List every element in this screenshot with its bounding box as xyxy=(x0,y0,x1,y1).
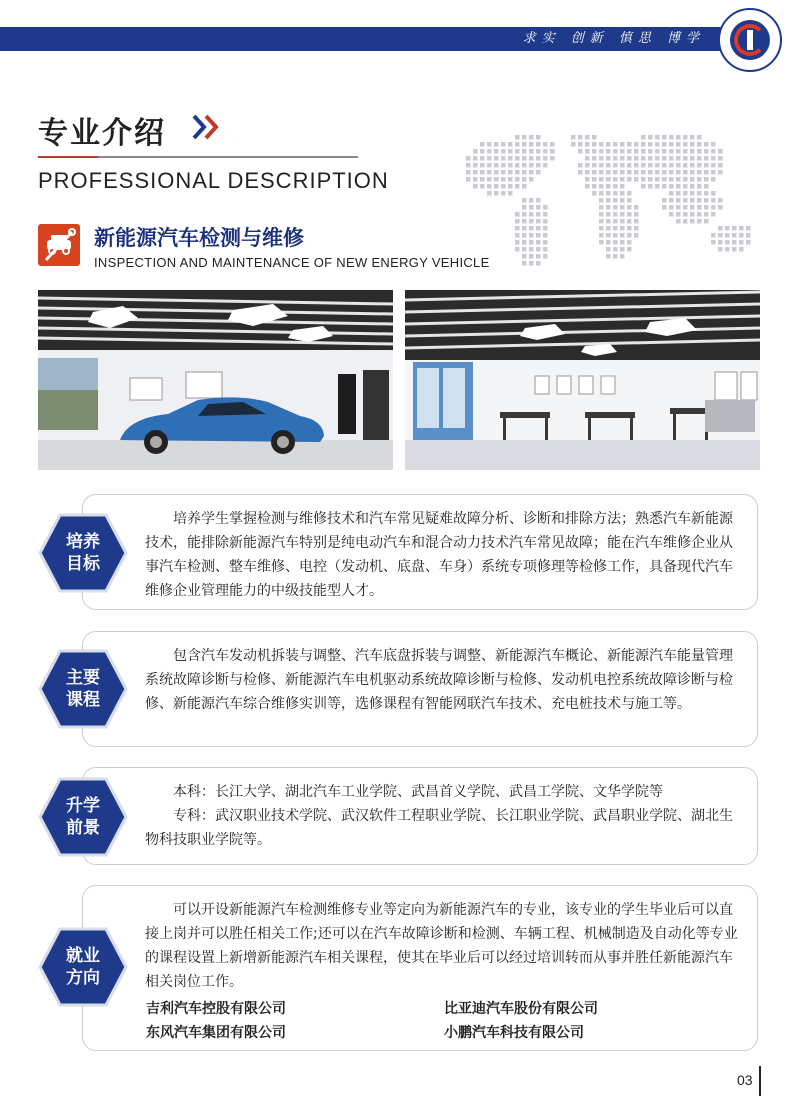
company-geely: 吉利汽车控股有限公司 xyxy=(146,1001,286,1017)
school-logo xyxy=(718,8,782,72)
card-further-study-text xyxy=(145,780,739,852)
section-divider xyxy=(38,156,358,158)
world-map-dots-graphic xyxy=(455,110,775,295)
card-paragraph: 可以开设新能源汽车检测维修专业等定向为新能源汽车的专业，该专业的学生毕业后可以直接上岗并可以胜任相关工作;还可以在汽车故障诊断和检测、车辆工程、机械制造及自动化等专业的课程设置上新增新能源汽车相关课程，使其在毕业后可以经过培训转而从事并胜任新能源汽车相关岗位工作。 xyxy=(145,902,738,990)
page-number: 03 xyxy=(737,1072,753,1088)
major-title: 新能源汽车检测与维修 xyxy=(94,226,304,250)
card-paragraph: 培养学生掌握检测与维修技术和汽车常见疑难故障分析、诊断和排除方法；熟悉汽车新能源技术，能排除新能源汽车特别是纯电动汽车和混合动力技术汽车常见故障；能在汽车维修企业从事汽车检测、整车维修、电控（发动机、底盘、车身）系统专项修理等检修工作，具备现代汽车维修企业管理能力的中级技能型人才。 xyxy=(145,511,733,599)
company-dongfeng: 东风汽车集团有限公司 xyxy=(146,1025,286,1041)
card-training-goal xyxy=(82,494,758,610)
company-xpeng: 小鹏汽车科技有限公司 xyxy=(444,1025,584,1041)
card-main-courses xyxy=(82,631,758,747)
section-title-english: PROFESSIONAL DESCRIPTION xyxy=(38,168,389,193)
card-paragraph: 专科：武汉职业技术学院、武汉软件工程职业学院、长江职业学院、武昌职业学院、湖北生物科技职业学院等。 xyxy=(145,808,733,848)
card-paragraph: 本科：长江大学、湖北汽车工业学院、武昌首义学院、武昌工学院、文华学院等 xyxy=(173,784,663,800)
card-further-study xyxy=(82,767,758,865)
wrench-car-icon xyxy=(38,224,80,266)
double-chevron-right-icon xyxy=(190,113,224,141)
workshop-photo xyxy=(405,290,760,470)
showroom-photo xyxy=(38,290,393,470)
school-motto: 求实 创新 慎思 博学 xyxy=(522,31,705,46)
card-training-goal-text xyxy=(145,507,739,603)
card-paragraph: 包含汽车发动机拆装与调整、汽车底盘拆装与调整、新能源汽车概论、新能源汽车能量管理系统故障诊断与检修、新能源汽车电机驱动系统故障诊断与检修、发动机电控系统故障诊断与检修、新能源汽车综合维修实训等，选修课程有智能网联汽车技术、充电桩技术与施工等。 xyxy=(145,648,733,712)
major-title-english: INSPECTION AND MAINTENANCE OF NEW ENERGY VEHICLE xyxy=(94,255,490,270)
card-main-courses-text xyxy=(145,644,739,716)
card-training-goal-label: 培养 目标 xyxy=(66,532,100,574)
company-byd: 比亚迪汽车股份有限公司 xyxy=(444,1001,598,1017)
card-main-courses-label: 主要 课程 xyxy=(66,668,100,710)
card-career-direction-text xyxy=(145,898,739,994)
page-number-divider xyxy=(759,1066,761,1096)
card-career-direction-label: 就业 方向 xyxy=(66,946,100,988)
card-further-study-label: 升学 前景 xyxy=(66,796,100,838)
section-title: 专业介绍 xyxy=(38,116,166,151)
